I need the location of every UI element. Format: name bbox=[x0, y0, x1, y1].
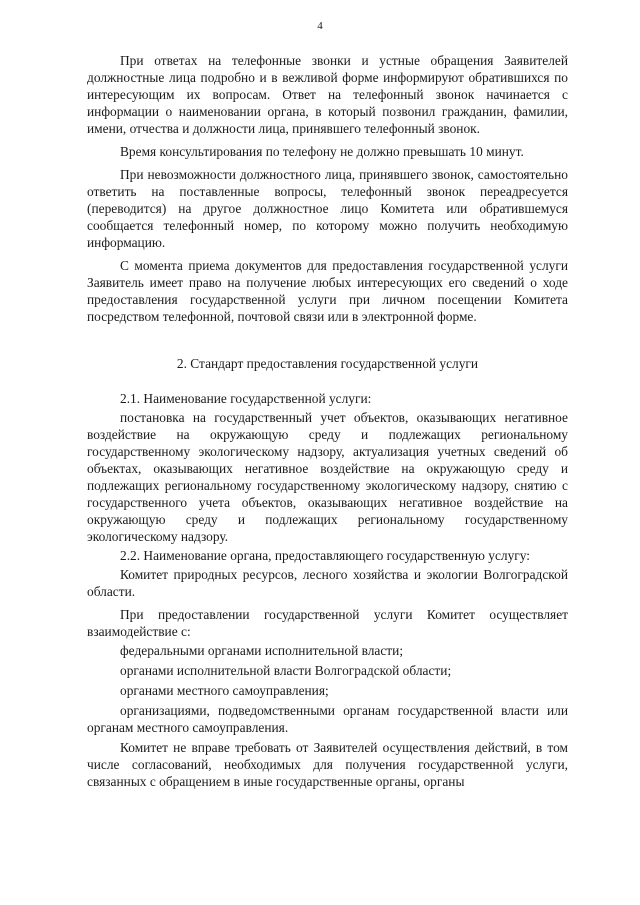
paragraph-phone-calls: При ответах на телефонные звонки и устные обращения Заявителей должностные лица подробно и в вежливой форме информируют обратившихся по интересующим их вопросам. Ответ на телефонный звонок начинается с информации о наименовании органа, в который позвонил гражданин, фамилии, имени, отчества и должности лица, принявшего телефонный звонок. bbox=[87, 53, 568, 136]
page-number: 4 bbox=[317, 20, 323, 32]
interaction-item: органами исполнительной власти Волгоградской области; bbox=[120, 663, 452, 678]
interaction-item: федеральными органами исполнительной власти; bbox=[120, 643, 404, 658]
interaction-item: организациями, подведомственными органам государственной власти или органам местного самоуправления. bbox=[87, 703, 568, 735]
subsection-2-2-text: Комитет природных ресурсов, лесного хозяйства и экологии Волгоградской области. bbox=[87, 567, 568, 599]
paragraph-no-extra-actions: Комитет не вправе требовать от Заявителей осуществления действий, в том числе согласований, необходимых для получения государственной услуги, связанных с обращением в иные государственные органы, органы bbox=[87, 740, 568, 789]
paragraph-call-redirect: При невозможности должностного лица, принявшего звонок, самостоятельно ответить на поставленные вопросы, телефонный звонок переадресуется (переводится) на другое должностное лицо Комитета или обратившемуся сообщается телефонный номер, по которому можно получить необходимую информацию. bbox=[87, 167, 568, 250]
subsection-2-1-title: 2.1. Наименование государственной услуги: bbox=[120, 391, 372, 406]
paragraph-document-reception: С момента приема документов для предоставления государственной услуги Заявитель имеет право на получение любых интересующих его сведений о ходе предоставления государственной услуги при личном посещении Комитета посредством телефонной, почтовой связи или в электронной форме. bbox=[87, 258, 568, 324]
interaction-intro: При предоставлении государственной услуги Комитет осуществляет взаимодействие с: bbox=[87, 607, 568, 639]
subsection-2-1-text: постановка на государственный учет объектов, оказывающих негативное воздействие на окружающую среду и подлежащих региональному государственному экологическому надзору, актуализация учетных сведений об объектах, оказывающих негативное воздействие на окружающую среду и подлежащих региональному государственному экологическому надзору, снятию с государственного учета объектов, оказывающих негативное воздействие на окружающую среду и подлежащих региональному государственному экологическому надзору. bbox=[87, 410, 568, 544]
paragraph-consultation-time: Время консультирования по телефону не должно превышать 10 минут. bbox=[120, 144, 524, 159]
subsection-2-2-title: 2.2. Наименование органа, предоставляющего государственную услугу: bbox=[120, 548, 531, 563]
section-heading: 2. Стандарт предоставления государственной услуги bbox=[176, 356, 479, 371]
interaction-item: органами местного самоуправления; bbox=[120, 683, 329, 698]
document-body bbox=[87, 52, 568, 796]
